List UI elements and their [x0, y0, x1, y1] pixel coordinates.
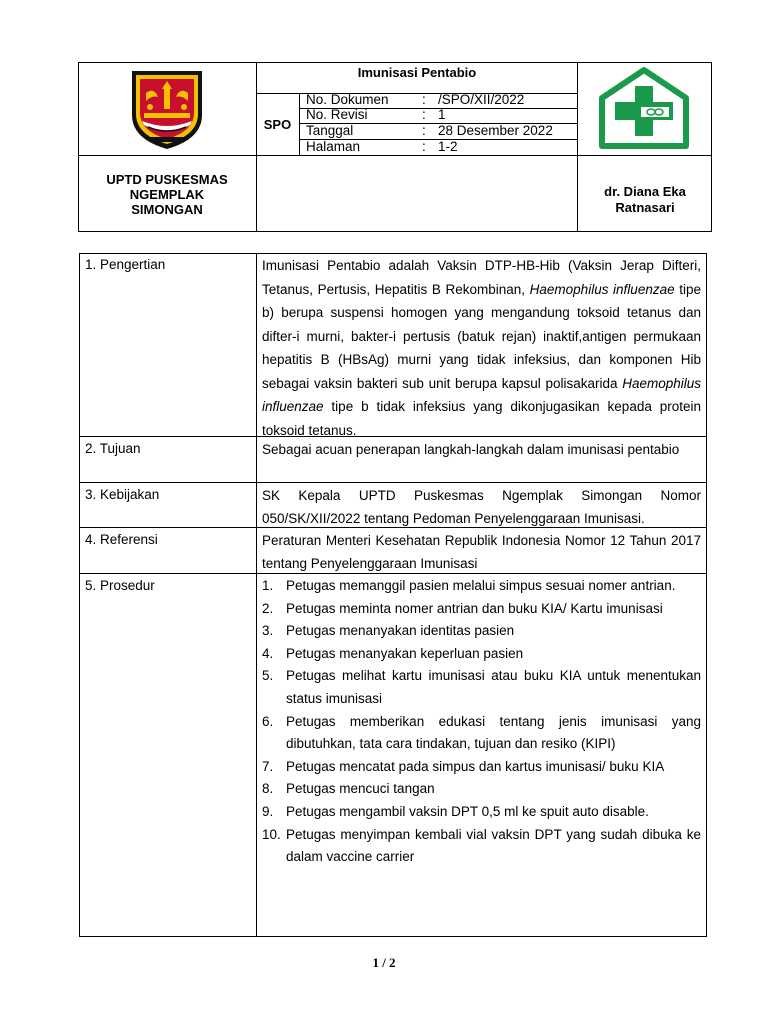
step-number: 7.	[262, 758, 274, 774]
puskesmas-logo	[597, 66, 691, 152]
step-text: Petugas memanggil pasien melalui simpus sesuai nomer antrian.	[286, 578, 676, 593]
step-number: 2.	[262, 600, 274, 616]
step-text: Petugas mencatat pada simpus dan kartus imunisasi/ buku KIA	[286, 758, 665, 774]
pengertian-italic: Haemophilus influenzae	[262, 375, 701, 414]
referensi-text: Peraturan Menteri Kesehatan Republik Indonesia Nomor 12 Tahun 2017 tentang Penyelenggaraan Imunisasi	[262, 533, 701, 571]
pengertian-label: 1. Pengertian	[85, 257, 166, 272]
info-row-halaman	[300, 139, 576, 155]
pengertian-text-part: Imunisasi Pentabio adalah Vaksin DTP-HB-Hib (Vaksin Jerap Difteri, Tetanus, Pertusis, Hepatitis B Rekombinan,	[262, 258, 701, 297]
signer-line: dr. Diana Eka	[604, 184, 686, 199]
step-number: 4.	[262, 645, 274, 661]
info-separator: :	[422, 123, 426, 138]
step-text: Petugas melihat kartu imunisasi atau buku KIA untuk menentukan status imunisasi	[286, 668, 701, 706]
prosedur-steps	[256, 574, 707, 870]
signer-line: Ratnasari	[615, 200, 675, 215]
info-separator: :	[422, 139, 426, 154]
info-value: 1-2	[438, 139, 458, 154]
kebijakan-text: SK Kepala UPTD Puskesmas Ngemplak Simongan Nomor 050/SK/XII/2022 tentang Pedoman Penyelenggaraan Imunisasi.	[262, 488, 701, 526]
procedure-step	[262, 643, 701, 666]
kebijakan-label: 3. Kebijakan	[85, 487, 160, 502]
pengertian-text-part: tipe b) berupa suspensi homogen yang mengandung toksoid tetanus dan difter-i murni, bakter-i pertusis (batuk rejan) inaktif,antigen permukaan hepatitis B (HBsAg) murni yang tidak infeksius, dan komponen Hib sebagai vaksin bakteri sub unit berupa kapsul polisakarida	[262, 281, 701, 391]
info-row-no-revisi	[300, 107, 576, 123]
info-row-no-dokumen	[300, 92, 576, 108]
step-text: Petugas menanyakan identitas pasien	[286, 623, 515, 639]
info-row-tanggal	[300, 123, 576, 139]
pengertian-italic: Haemophilus influenzae	[529, 281, 675, 297]
step-number: 5.	[262, 668, 274, 684]
info-label: No. Dokumen	[306, 92, 389, 107]
step-text: Petugas mencuci tangan	[286, 781, 435, 797]
step-text: Petugas memberikan edukasi tentang jenis imunisasi yang dibutuhkan, tata cara tindakan, tujuan dan resiko (KIPI)	[286, 713, 701, 752]
procedure-step	[262, 598, 701, 621]
tujuan-label: 2. Tujuan	[85, 441, 141, 456]
pengertian-text	[256, 253, 707, 443]
step-text: Petugas menyimpan kembali vial vaksin DPT yang sudah dibuka ke dalam vaccine carrier	[286, 826, 701, 865]
pengertian-text-part: tipe b tidak infeksius yang dikonjugasikan kepada protein toksoid tetanus.	[262, 399, 701, 438]
step-number: 10.	[262, 826, 281, 842]
procedure-step	[262, 620, 701, 643]
step-text: Petugas meminta nomer antrian dan buku KIA/ Kartu imunisasi	[286, 600, 663, 616]
info-label: No. Revisi	[306, 107, 368, 122]
procedure-step	[262, 665, 701, 710]
procedure-step	[262, 711, 701, 756]
step-number: 9.	[262, 803, 274, 819]
header-table	[78, 62, 712, 232]
organization-name	[78, 156, 256, 232]
step-number: 3.	[262, 623, 274, 639]
org-line: SIMONGAN	[131, 201, 203, 217]
info-label: Halaman	[306, 139, 361, 154]
spo-label: SPO	[263, 116, 292, 132]
signer-name	[578, 184, 712, 216]
info-separator: :	[422, 92, 426, 107]
step-number: 8.	[262, 781, 274, 797]
procedure-step	[262, 801, 701, 824]
info-separator: :	[422, 107, 426, 122]
step-text: Petugas menanyakan keperluan pasien	[286, 645, 524, 661]
step-text: Petugas mengambil vaksin DPT 0,5 ml ke spuit auto disable.	[286, 803, 649, 819]
procedure-step	[262, 756, 701, 779]
org-line: UPTD PUSKESMAS	[106, 171, 228, 187]
page-number: 1 / 2	[372, 955, 396, 970]
info-label: Tanggal	[306, 123, 354, 138]
info-value: /SPO/XII/2022	[438, 92, 525, 107]
prosedur-label: 5. Prosedur	[85, 578, 155, 593]
tujuan-text: Sebagai acuan penerapan langkah-langkah dalam imunisasi pentabio	[262, 442, 680, 457]
org-line: NGEMPLAK	[129, 186, 205, 202]
city-crest-logo	[128, 67, 206, 151]
procedure-step	[262, 778, 701, 801]
step-number: 1.	[262, 578, 274, 593]
info-value: 1	[438, 107, 446, 122]
document-info	[300, 93, 577, 156]
info-value: 28 Desember 2022	[438, 123, 553, 138]
step-number: 6.	[262, 713, 274, 729]
content-table	[79, 253, 707, 937]
procedure-step	[262, 824, 701, 869]
referensi-label: 4. Referensi	[85, 532, 158, 547]
document-title: Imunisasi Pentabio	[357, 64, 477, 80]
procedure-step	[262, 575, 701, 598]
